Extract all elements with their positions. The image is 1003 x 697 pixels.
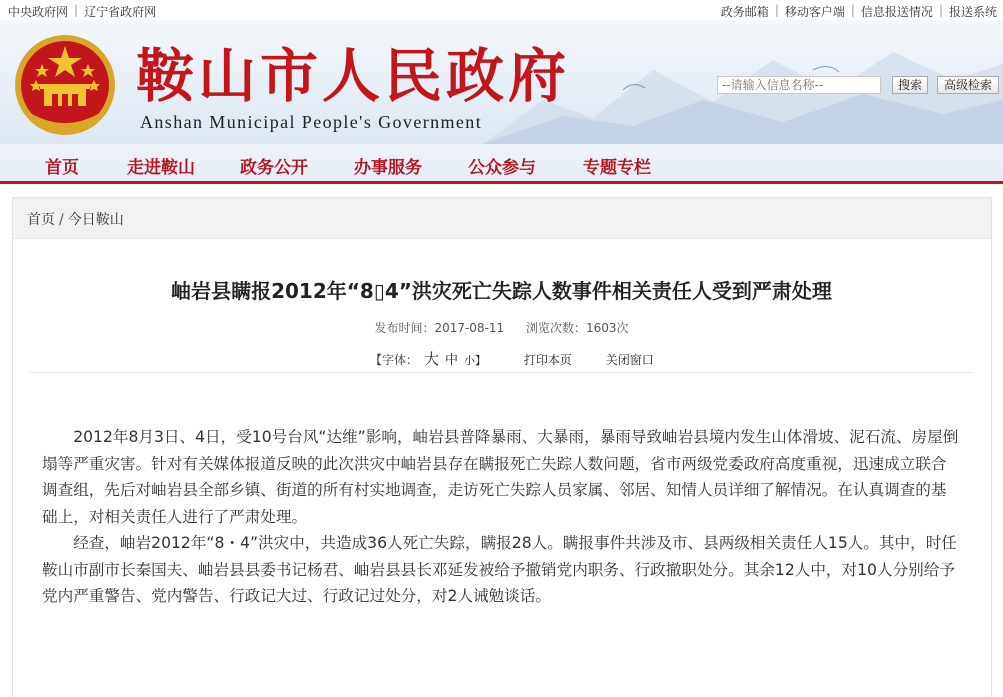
nav-item-special-topics[interactable]: 专题专栏 [583, 158, 651, 178]
divider [30, 372, 972, 373]
advanced-search-button[interactable]: 高级检索 [937, 76, 999, 94]
main-navigation [0, 144, 1003, 184]
link-central-gov[interactable]: 中央政府网 [8, 5, 69, 19]
nav-item-public-participation[interactable]: 公众参与 [468, 158, 536, 178]
separator: | [850, 3, 855, 17]
nav-item-gov-affairs[interactable]: 政务公开 [240, 158, 308, 178]
print-page-button[interactable]: 打印本页 [523, 353, 572, 367]
view-count: 浏览次数：1603次 [526, 321, 629, 335]
separator: | [938, 3, 943, 17]
breadcrumb [12, 197, 992, 239]
national-emblem-logo [12, 32, 118, 138]
breadcrumb-separator: / [59, 212, 64, 228]
separator: | [74, 3, 79, 17]
nav-item-services[interactable]: 办事服务 [354, 158, 422, 178]
nav-item-home[interactable]: 首页 [45, 158, 79, 178]
search-button[interactable]: 搜索 [892, 76, 928, 94]
top-links-left [8, 3, 156, 20]
font-size-medium-button[interactable]: 中 [445, 353, 459, 368]
breadcrumb-current[interactable]: 今日鞍山 [67, 212, 124, 228]
link-info-report-status[interactable]: 信息报送情况 [860, 5, 933, 19]
article-tools [370, 348, 654, 369]
link-liaoning-gov[interactable]: 辽宁省政府网 [84, 5, 157, 19]
search-input[interactable] [717, 76, 881, 94]
site-title: 鞍山市人民政府 [136, 42, 571, 110]
article-title: 岫岩县瞒报2012年“8▯4”洪灾死亡失踪人数事件相关责任人受到严肃处理 [171, 279, 832, 303]
link-report-system[interactable]: 报送系统 [948, 5, 997, 19]
article-paragraph: 2012年8月3日、4日，受10号台风“达维”影响，岫岩县普降暴雨、大暴雨，暴雨导致岫岩县境内发生山体滑坡、泥石流、房屋倒塌等严重灾害。针对有关媒体报道反映的此次洪灾中岫岩县存在瞒报死亡失踪人数问题，省市两级党委政府高度重视，迅速成立联合调查组，先后对岫岩县全部乡镇、街道的所有村实地调查，走访死亡失踪人员家属、邻居、知情人员详细了解情况。在认真调查的基础上，对相关责任人进行了严肃处理。 [42, 428, 959, 526]
close-window-button[interactable]: 关闭窗口 [605, 353, 654, 367]
font-size-label: 【字体： [370, 353, 419, 367]
site-subtitle-english: Anshan Municipal People's Government [140, 112, 483, 132]
link-gov-mailbox[interactable]: 政务邮箱 [720, 5, 769, 19]
article-paragraph: 经查，岫岩2012年“8・4”洪灾中，共造成36人死亡失踪，瞒报28人。瞒报事件共涉及市、县两级相关责任人15人。其中，时任鞍山市副市长秦国夫、岫岩县县委书记杨君、岫岩县县长邓延发被给予撤销党内职务、行政撤职处分。其余12人中，对10人分别给予党内严重警告、党内警告、行政记大过、行政记过处分，对2人诫勉谈话。 [42, 534, 957, 605]
top-utility-bar [0, 0, 1003, 20]
publish-time: 发布时间：2017-08-11 [374, 321, 505, 335]
top-links-right [721, 3, 997, 20]
font-size-small-button[interactable]: 小】 [464, 354, 487, 367]
font-size-large-button[interactable]: 大 [424, 350, 440, 368]
site-header-banner [0, 20, 1003, 144]
separator: | [774, 3, 779, 17]
nav-item-about-anshan[interactable]: 走进鞍山 [127, 158, 195, 178]
article-body [42, 424, 962, 610]
link-mobile-client[interactable]: 移动客户端 [784, 5, 845, 19]
breadcrumb-home[interactable]: 首页 [27, 212, 55, 228]
article-meta [0, 319, 1003, 336]
